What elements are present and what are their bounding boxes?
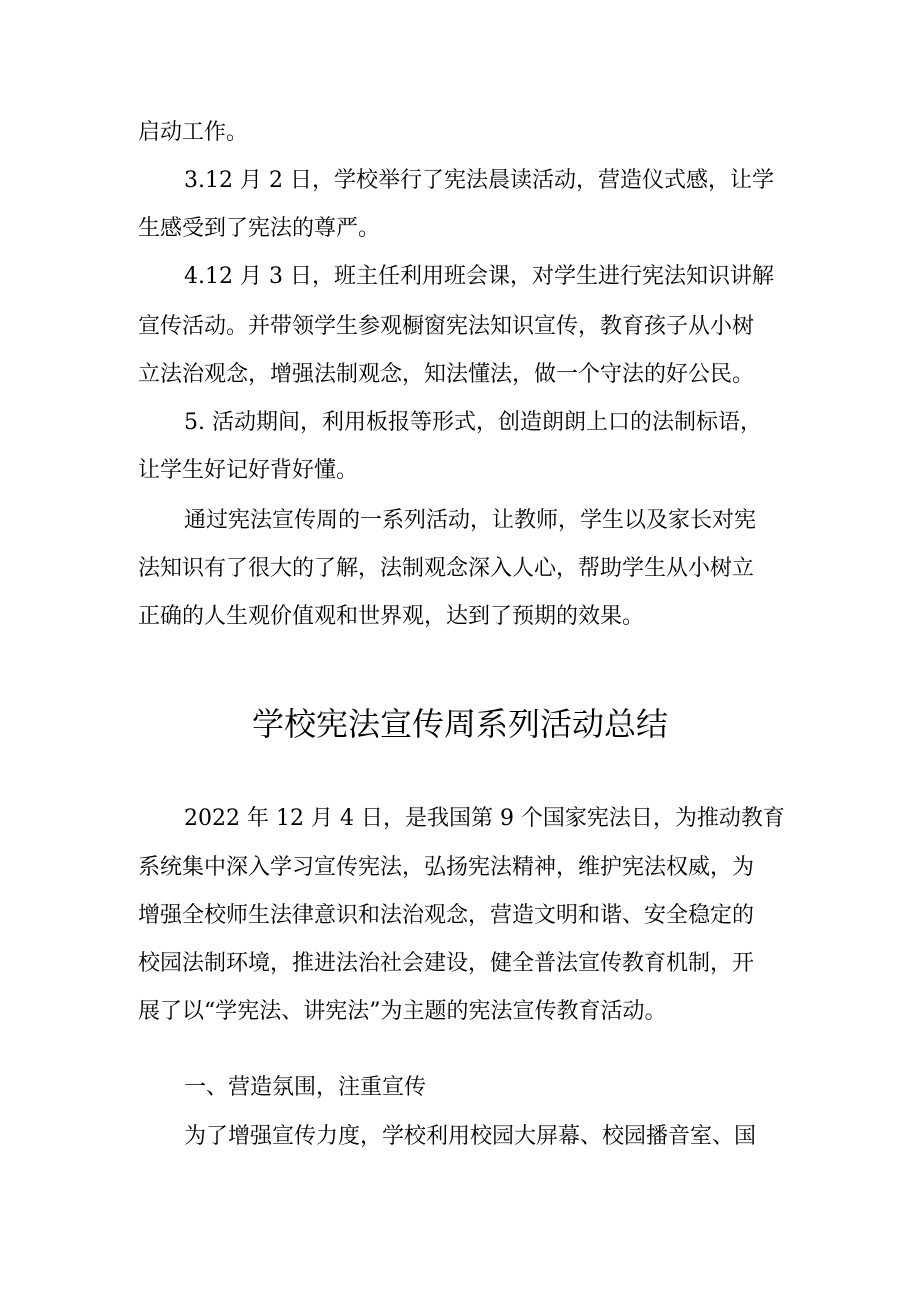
paragraph-line: 生感受到了宪法的尊严。	[138, 216, 381, 241]
paragraph-line: 4.12 月 3 日，班主任利用班会课，对学生进行宪法知识讲解	[184, 264, 774, 289]
paragraph-line: 通过宪法宣传周的一系列活动，让教师，学生以及家长对宪	[184, 508, 757, 533]
paragraph-line: 立法治观念，增强法制观念，知法懂法，做一个守法的好公民。	[138, 362, 755, 387]
paragraph-line: 宣传活动。并带领学生参观橱窗宪法知识宣传，教育孩子从小树	[138, 314, 755, 339]
paragraph-line: 为了增强宣传力度，学校利用校园大屏幕、校园播音室、国	[184, 1124, 757, 1149]
paragraph-line: 2022 年 12 月 4 日，是我国第 9 个国家宪法日，为推动教育	[184, 806, 785, 831]
paragraph-line: 5. 活动期间，利用板报等形式，创造朗朗上口的法制标语，	[184, 410, 762, 435]
document-title: 学校宪法宣传周系列活动总结	[251, 705, 668, 743]
paragraph-line: 校园法制环境，推进法治社会建设，健全普法宣传教育机制，开	[138, 951, 755, 976]
paragraph-line: 启动工作。	[138, 120, 249, 145]
paragraph-line: 增强全校师生法律意识和法治观念，营造文明和谐、安全稳定的	[138, 903, 755, 928]
paragraph-line: 3.12 月 2 日，学校举行了宪法晨读活动，营造仪式感，让学	[184, 168, 774, 193]
paragraph-line: 法知识有了很大的了解，法制观念深入人心，帮助学生从小树立	[138, 556, 755, 581]
paragraph-line: 系统集中深入学习宣传宪法，弘扬宪法精神，维护宪法权威，为	[138, 855, 755, 880]
paragraph-line: 让学生好记好背好懂。	[138, 458, 359, 483]
section-heading: 一、营造氛围，注重宣传	[184, 1075, 427, 1100]
paragraph-line: 正确的人生观价值观和世界观，达到了预期的效果。	[138, 604, 645, 629]
paragraph-line: 展了以“学宪法、讲宪法”为主题的宪法宣传教育活动。	[138, 999, 667, 1024]
